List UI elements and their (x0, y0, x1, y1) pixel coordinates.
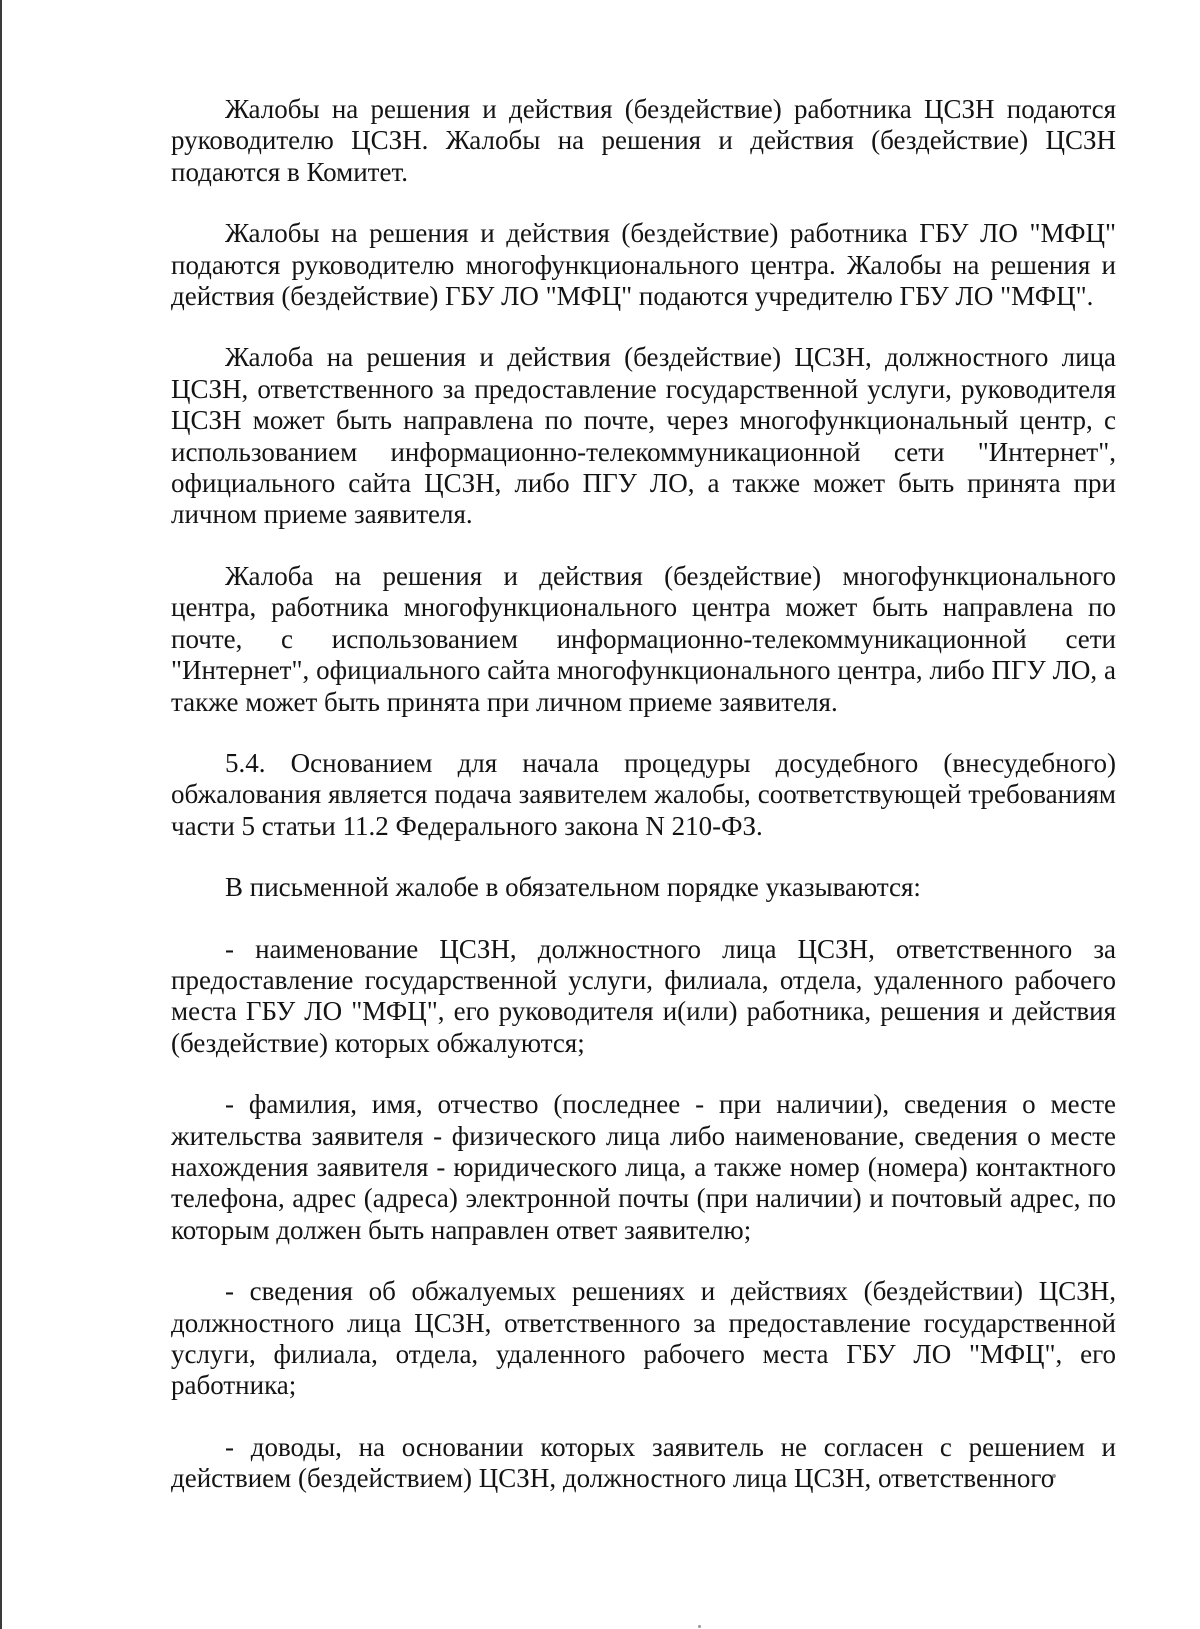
scan-speck (698, 1625, 701, 1628)
list-item-arguments: - доводы, на основании которых заявитель не согласен с решением и действием (бездействием) ЦСЗН, должностного лица ЦСЗН, ответственного (171, 1431, 1116, 1494)
list-item-name-of-body: - наименование ЦСЗН, должностного лица ЦСЗН, ответственного за предоставление государственной услуги, филиала, отдела, удаленного рабочего места ГБУ ЛО "МФЦ", его руководителя и(или) работника, решения и действия (бездействие) которых обжалуются; (171, 933, 1116, 1058)
document-page (171, 94, 1116, 1495)
list-item-applicant-details: - фамилия, имя, отчество (последнее - при наличии), сведения о месте жительства заявителя - физического лица либо наименование, сведения о месте нахождения заявителя - юридического лица, а также номер (номера) контактного телефона, адрес (адреса) электронной почты (при наличии) и почтовый адрес, по которым должен быть направлен ответ заявителю; (171, 1089, 1116, 1245)
paragraph-complaint-submission-cszn: Жалоба на решения и действия (бездействие) ЦСЗН, должностного лица ЦСЗН, ответственного за предоставление государственной услуги, руководителя ЦСЗН может быть направлена по почте, через многофункциональный центр, с использованием информационно-телекоммуникационной сети "Интернет", официального сайта ЦСЗН, либо ПГУ ЛО, а также может быть принята при личном приеме заявителя. (171, 342, 1116, 530)
scan-left-edge (0, 0, 2, 1629)
list-item-appealed-decisions: - сведения об обжалуемых решениях и действиях (бездействии) ЦСЗН, должностного лица ЦСЗН, ответственного за предоставление государственной услуги, филиала, отдела, удаленного рабочего места ГБУ ЛО "МФЦ", его работника; (171, 1276, 1116, 1401)
paragraph-complaints-cszn: Жалобы на решения и действия (бездействие) работника ЦСЗН подаются руководителю ЦСЗН. Жалобы на решения и действия (бездействие) ЦСЗН подаются в Комитет. (171, 94, 1116, 187)
paragraph-section-5-4: 5.4. Основанием для начала процедуры досудебного (внесудебного) обжалования является подача заявителем жалобы, соответствующей требованиям части 5 статьи 11.2 Федерального закона N 210-ФЗ. (171, 747, 1116, 841)
paragraph-written-complaint-intro: В письменной жалобе в обязательном порядке указываются: (225, 872, 921, 903)
paragraph-complaints-mfc: Жалобы на решения и действия (бездействие) работника ГБУ ЛО "МФЦ" подаются руководителю многофункционального центра. Жалобы на решения и действия (бездействие) ГБУ ЛО "МФЦ" подаются учредителю ГБУ ЛО "МФЦ". (171, 218, 1116, 312)
paragraph-complaint-submission-mfc: Жалоба на решения и действия (бездействие) многофункционального центра, работника многофункционального центра может быть направлена по почте, с использованием информационно-телекоммуникационной сети "Интернет", официального сайта многофункционального центра, либо ПГУ ЛО, а также может быть принята при личном приеме заявителя. (171, 560, 1116, 717)
